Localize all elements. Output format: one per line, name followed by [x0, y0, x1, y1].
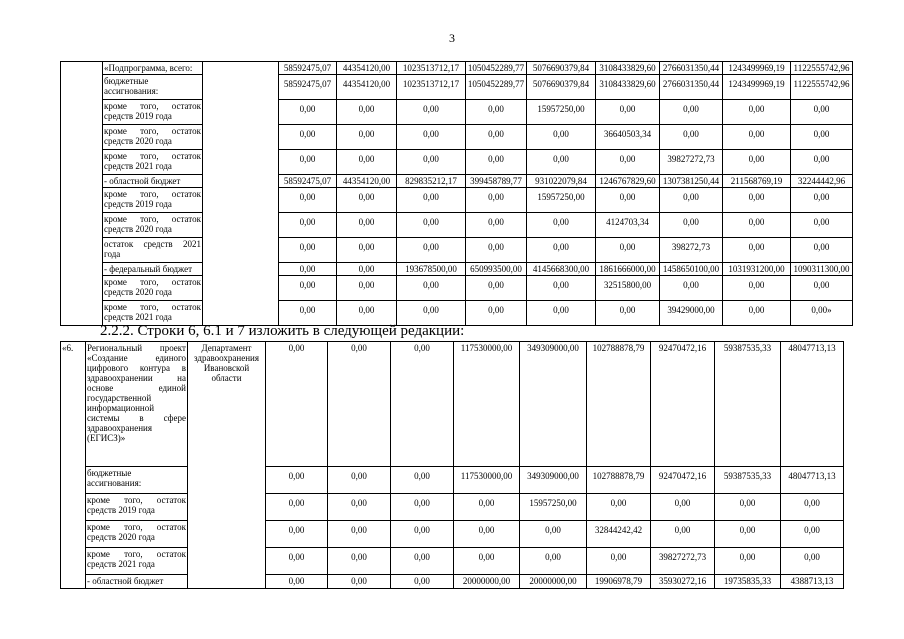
value-cell: 59387535,33 [715, 467, 781, 494]
row-label: кроме того, остаток средств 2019 года [103, 188, 203, 213]
table-row [61, 100, 853, 125]
row-label: кроме того, остаток средств 2019 года [86, 494, 188, 521]
table-row [61, 263, 853, 276]
row-number-cell [61, 62, 103, 326]
row-label: кроме того, остаток средств 2020 года [103, 276, 203, 301]
value-cell: 0,00 [279, 301, 337, 326]
table-row [61, 150, 853, 175]
row-label: «Подпрограмма, всего: [103, 62, 203, 75]
value-cell: 0,00 [337, 263, 397, 276]
section-heading: 2.2.2. Строки 6, 6.1 и 7 изложить в следующей редакции: [100, 323, 465, 339]
value-cell: 0,00 [596, 238, 660, 263]
value-cell: 19735835,33 [715, 575, 781, 589]
value-cell: 35930272,16 [651, 575, 715, 589]
value-cell: 0,00 [337, 150, 397, 175]
value-cell: 0,00 [397, 100, 466, 125]
value-cell: 0,00 [279, 238, 337, 263]
value-cell: 117530000,00 [454, 467, 520, 494]
value-cell: 1031931200,00 [723, 263, 791, 276]
value-cell: 0,00 [660, 213, 723, 238]
value-cell: 0,00 [660, 125, 723, 150]
value-cell: 0,00 [596, 188, 660, 213]
value-cell: 0,00 [466, 188, 527, 213]
value-cell: 0,00 [723, 238, 791, 263]
value-cell: 4124703,34 [596, 213, 660, 238]
value-cell: 0,00 [337, 276, 397, 301]
value-cell: 1023513712,17 [397, 62, 466, 75]
value-cell: 0,00 [527, 150, 596, 175]
row-label: - областной бюджет [86, 575, 188, 589]
value-cell: 0,00 [660, 100, 723, 125]
value-cell: 0,00 [723, 301, 791, 326]
value-cell: 0,00 [466, 301, 527, 326]
row-label: Региональный проект «Создание единого цифрового контура в здравоохранении на основе единой государственной информационной системы в сфере здравоохранения (ЕГИСЗ)» [86, 342, 188, 467]
row-label: остаток средств 2021 года [103, 238, 203, 263]
value-cell: 3108433829,60 [596, 62, 660, 75]
value-cell: 44354120,00 [337, 175, 397, 188]
value-cell: 0,00 [391, 575, 454, 589]
value-cell: 3108433829,60 [596, 75, 660, 100]
value-cell: 349309000,00 [520, 342, 587, 467]
value-cell: 0,00 [723, 150, 791, 175]
value-cell: 0,00 [397, 213, 466, 238]
value-cell: 0,00 [266, 521, 328, 548]
value-cell: 193678500,00 [397, 263, 466, 276]
value-cell: 0,00 [328, 467, 391, 494]
value-cell: 0,00 [397, 301, 466, 326]
value-cell: 0,00 [337, 125, 397, 150]
row-label: - федеральный бюджет [103, 263, 203, 276]
value-cell: 0,00 [527, 213, 596, 238]
table-row [61, 213, 853, 238]
value-cell: 399458789,77 [466, 175, 527, 188]
value-cell: 0,00 [391, 342, 454, 467]
row-number-cell: «6. [61, 342, 86, 589]
value-cell: 1861666000,00 [596, 263, 660, 276]
value-cell: 0,00 [279, 263, 337, 276]
value-cell: 0,00 [527, 301, 596, 326]
value-cell: 0,00 [466, 100, 527, 125]
value-cell: 0,00 [781, 494, 844, 521]
row-label: кроме того, остаток средств 2021 года [103, 301, 203, 326]
value-cell: 0,00 [715, 548, 781, 575]
value-cell: 2766031350,44 [660, 75, 723, 100]
row-label: - областной бюджет [103, 175, 203, 188]
value-cell: 0,00 [397, 238, 466, 263]
value-cell: 19906978,79 [587, 575, 651, 589]
value-cell: 349309000,00 [520, 467, 587, 494]
value-cell: 0,00 [397, 125, 466, 150]
value-cell: 0,00 [651, 494, 715, 521]
value-cell: 0,00 [660, 188, 723, 213]
value-cell: 0,00 [781, 548, 844, 575]
value-cell: 58592475,07 [279, 175, 337, 188]
value-cell: 0,00 [791, 188, 853, 213]
value-cell: 0,00 [596, 301, 660, 326]
value-cell: 1122555742,96 [791, 75, 853, 100]
department-cell [203, 62, 279, 326]
value-cell: 0,00 [723, 125, 791, 150]
value-cell: 0,00 [596, 150, 660, 175]
value-cell: 1246767829,60 [596, 175, 660, 188]
value-cell: 1458650100,00 [660, 263, 723, 276]
value-cell: 0,00 [791, 276, 853, 301]
value-cell: 0,00 [466, 125, 527, 150]
value-cell: 32244442,96 [791, 175, 853, 188]
value-cell: 0,00 [527, 125, 596, 150]
value-cell: 0,00 [781, 521, 844, 548]
value-cell: 0,00 [397, 276, 466, 301]
value-cell: 58592475,07 [279, 62, 337, 75]
value-cell: 15957250,00 [527, 188, 596, 213]
value-cell: 1243499969,19 [723, 75, 791, 100]
value-cell: 0,00 [337, 238, 397, 263]
value-cell: 15957250,00 [520, 494, 587, 521]
value-cell: 0,00 [723, 100, 791, 125]
value-cell: 0,00 [587, 548, 651, 575]
value-cell: 0,00 [715, 521, 781, 548]
value-cell: 102788878,79 [587, 467, 651, 494]
value-cell: 0,00 [723, 213, 791, 238]
value-cell: 0,00 [466, 150, 527, 175]
row-label: бюджетные ассигнования: [86, 467, 188, 494]
value-cell: 20000000,00 [520, 575, 587, 589]
value-cell: 0,00 [328, 548, 391, 575]
table-row [61, 125, 853, 150]
value-cell: 1243499969,19 [723, 62, 791, 75]
value-cell: 1307381250,44 [660, 175, 723, 188]
value-cell: 92470472,16 [651, 467, 715, 494]
value-cell: 0,00 [337, 100, 397, 125]
value-cell: 0,00 [596, 100, 660, 125]
value-cell: 20000000,00 [454, 575, 520, 589]
table-row [61, 301, 853, 326]
value-cell: 0,00 [266, 575, 328, 589]
value-cell: 0,00 [454, 521, 520, 548]
value-cell: 15957250,00 [527, 100, 596, 125]
value-cell: 36640503,34 [596, 125, 660, 150]
value-cell: 32515800,00 [596, 276, 660, 301]
value-cell: 32844242,42 [587, 521, 651, 548]
value-cell: 0,00 [791, 150, 853, 175]
value-cell: 0,00 [266, 467, 328, 494]
value-cell: 0,00 [527, 238, 596, 263]
value-cell: 0,00 [266, 342, 328, 467]
page-number: 3 [449, 31, 455, 45]
value-cell: 650993500,00 [466, 263, 527, 276]
value-cell: 1122555742,96 [791, 62, 853, 75]
value-cell: 0,00 [279, 213, 337, 238]
value-cell: 44354120,00 [337, 62, 397, 75]
value-cell: 0,00 [328, 521, 391, 548]
value-cell: 0,00 [454, 494, 520, 521]
value-cell: 92470472,16 [651, 342, 715, 467]
value-cell: 2766031350,44 [660, 62, 723, 75]
value-cell: 1023513712,17 [397, 75, 466, 100]
value-cell: 48047713,13 [781, 342, 844, 467]
value-cell: 0,00 [328, 575, 391, 589]
value-cell: 59387535,33 [715, 342, 781, 467]
value-cell: 0,00 [587, 494, 651, 521]
row-label: кроме того, остаток средств 2019 года [103, 100, 203, 125]
table-row [61, 62, 853, 75]
value-cell: 102788878,79 [587, 342, 651, 467]
value-cell: 0,00 [791, 238, 853, 263]
table-row [61, 521, 844, 548]
value-cell: 0,00 [337, 301, 397, 326]
table-row [61, 175, 853, 188]
table-row [61, 342, 844, 467]
value-cell: 0,00 [266, 494, 328, 521]
value-cell: 0,00 [466, 276, 527, 301]
value-cell: 58592475,07 [279, 75, 337, 100]
table-row [61, 276, 853, 301]
value-cell: 1090311300,00 [791, 263, 853, 276]
value-cell: 0,00 [520, 521, 587, 548]
value-cell: 0,00 [337, 213, 397, 238]
table-row [61, 548, 844, 575]
value-cell: 1050452289,77 [466, 62, 527, 75]
table-row [61, 188, 853, 213]
table-row [61, 494, 844, 521]
value-cell: 0,00 [520, 548, 587, 575]
value-cell: 1050452289,77 [466, 75, 527, 100]
value-cell: 48047713,13 [781, 467, 844, 494]
value-cell: 117530000,00 [454, 342, 520, 467]
table-row [61, 467, 844, 494]
value-cell: 0,00 [397, 150, 466, 175]
value-cell: 0,00 [723, 188, 791, 213]
value-cell: 39827272,73 [651, 548, 715, 575]
table-row [61, 238, 853, 263]
value-cell: 0,00 [466, 213, 527, 238]
row-label: кроме того, остаток средств 2020 года [103, 213, 203, 238]
value-cell: 0,00 [791, 213, 853, 238]
value-cell: 0,00 [391, 548, 454, 575]
subprogram-funding-table [60, 61, 853, 326]
value-cell: 0,00 [791, 100, 853, 125]
value-cell: 0,00 [279, 125, 337, 150]
value-cell: 0,00 [279, 276, 337, 301]
value-cell: 0,00 [391, 494, 454, 521]
value-cell: 0,00 [660, 276, 723, 301]
value-cell: 39827272,73 [660, 150, 723, 175]
value-cell: 5076690379,84 [527, 75, 596, 100]
row-label: кроме того, остаток средств 2021 года [103, 150, 203, 175]
row-label: кроме того, остаток средств 2020 года [103, 125, 203, 150]
table-row [61, 575, 844, 589]
value-cell: 0,00 [454, 548, 520, 575]
value-cell: 39429000,00 [660, 301, 723, 326]
row-label: кроме того, остаток средств 2020 года [86, 521, 188, 548]
value-cell: 0,00 [651, 521, 715, 548]
value-cell: 0,00 [397, 188, 466, 213]
regional-project-table [60, 341, 844, 589]
value-cell: 829835212,17 [397, 175, 466, 188]
value-cell: 44354120,00 [337, 75, 397, 100]
value-cell: 0,00» [791, 301, 853, 326]
value-cell: 0,00 [527, 276, 596, 301]
value-cell: 0,00 [723, 276, 791, 301]
value-cell: 0,00 [279, 188, 337, 213]
row-label: кроме того, остаток средств 2021 года [86, 548, 188, 575]
value-cell: 398272,73 [660, 238, 723, 263]
value-cell: 0,00 [791, 125, 853, 150]
value-cell: 0,00 [266, 548, 328, 575]
value-cell: 0,00 [328, 342, 391, 467]
value-cell: 0,00 [279, 150, 337, 175]
value-cell: 0,00 [391, 467, 454, 494]
row-label: бюджетные ассигнования: [103, 75, 203, 100]
value-cell: 211568769,19 [723, 175, 791, 188]
value-cell: 0,00 [715, 494, 781, 521]
value-cell: 4145668300,00 [527, 263, 596, 276]
department-cell: Департамент здравоохранения Ивановской области [188, 342, 266, 589]
value-cell: 5076690379,84 [527, 62, 596, 75]
value-cell: 4388713,13 [781, 575, 844, 589]
value-cell: 0,00 [279, 100, 337, 125]
value-cell: 0,00 [466, 238, 527, 263]
table-row [61, 75, 853, 100]
value-cell: 0,00 [337, 188, 397, 213]
value-cell: 931022079,84 [527, 175, 596, 188]
value-cell: 0,00 [328, 494, 391, 521]
value-cell: 0,00 [391, 521, 454, 548]
